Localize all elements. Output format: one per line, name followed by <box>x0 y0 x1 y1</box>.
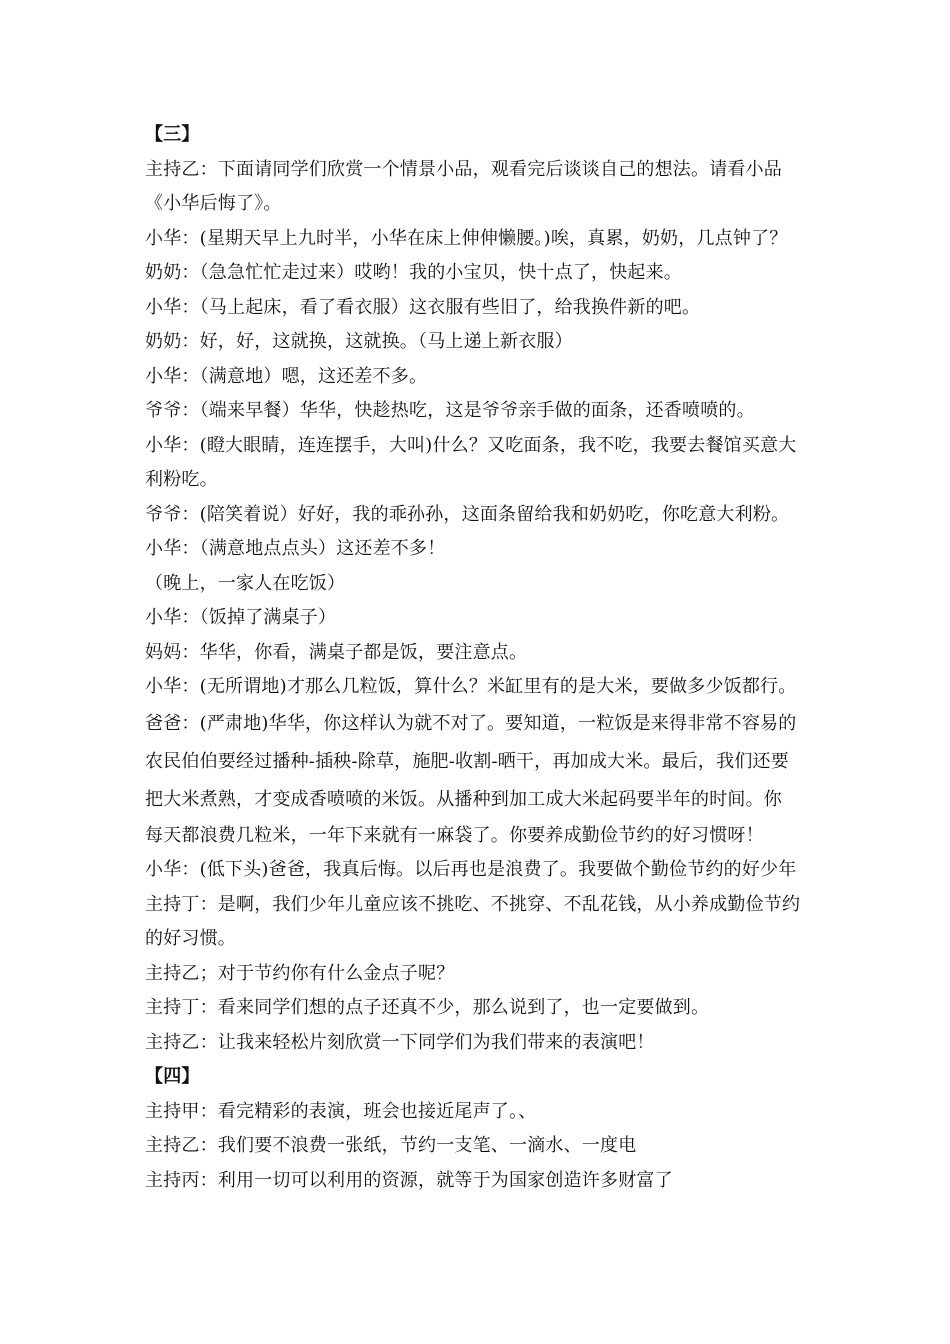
text-line: 小华：（满意地点点头）这还差不多！ <box>145 538 446 559</box>
text-line: 小华：（满意地）嗯，这还差不多。 <box>145 365 428 387</box>
section-heading-three: 【三】 <box>145 124 200 145</box>
document-body <box>145 118 815 1198</box>
text-line: 《小华后悔了》。 <box>145 193 282 214</box>
text-line: 小华：（饭掉了满桌子） <box>145 607 337 628</box>
text-line: 主持乙：下面请同学们欣赏一个情景小品，观看完后谈谈自己的想法。请看小品 <box>145 158 782 180</box>
text-line: 小华：(低下头)爸爸，我真后悔。以后再也是浪费了。我要做个勤俭节约的好少年 <box>145 859 797 880</box>
text-line: 小华：(瞪大眼睛，连连摆手，大叫)什么？又吃面条，我不吃，我要去餐馆买意大 <box>145 434 797 456</box>
text-line: 每天都浪费几粒米，一年下来就有一麻袋了。你要养成勤俭节约的好习惯呀！ <box>145 824 764 846</box>
text-line: 主持乙；对于节约你有什么金点子呢？ <box>145 962 455 984</box>
text-line: 的好习惯。 <box>145 928 236 949</box>
text-line: 小华：(无所谓地)才那么几粒饭，算什么？米缸里有的是大米，要做多少饭都行。 <box>145 676 797 697</box>
text-line: 把大米煮熟，才变成香喷喷的米饭。从播种到加工成大米起码要半年的时间。你 <box>145 788 782 810</box>
text-line: 主持乙：让我来轻松片刻欣赏一下同学们为我们带来的表演吧！ <box>145 1031 655 1053</box>
text-line: 主持丁：是啊，我们少年儿童应该不挑吃、不挑穿、不乱花钱，从小养成勤俭节约 <box>145 893 801 915</box>
text-line: 主持丙：利用一切可以利用的资源，就等于为国家创造许多财富了 <box>145 1169 673 1191</box>
text-line: 奶奶：好，好，这就换，这就换。（马上递上新衣服） <box>145 331 573 352</box>
text-line: 主持甲：看完精彩的表演，班会也接近尾声了。、 <box>145 1100 537 1122</box>
text-line: （晚上，一家人在吃饭） <box>145 572 346 594</box>
text-line: 小华：(星期天早上九时半，小华在床上伸伸懒腰。)唉，真累，奶奶，几点钟了？ <box>145 227 788 249</box>
text-line: 爷爷：(陪笑着说）好好，我的乖孙孙，这面条留给我和奶奶吃，你吃意大利粉。 <box>145 503 790 525</box>
section-heading-four: 【四】 <box>145 1066 200 1087</box>
text-line: 农民伯伯要经过播种-插秧-除草，施肥-收割-晒干，再加成大米。最后，我们还要 <box>145 750 789 772</box>
text-line: 小华：（马上起床，看了看衣服）这衣服有些旧了，给我换件新的吧。 <box>145 296 701 318</box>
text-line: 爸爸：(严肃地)华华，你这样认为就不对了。要知道，一粒饭是来得非常不容易的 <box>145 712 797 734</box>
text-line: 主持乙：我们要不浪费一张纸，节约一支笔、一滴水、一度电 <box>145 1135 637 1156</box>
text-line: 妈妈：华华，你看，满桌子都是饭，要注意点。 <box>145 641 528 663</box>
text-line: 主持丁：看来同学们想的点子还真不少，那么说到了，也一定要做到。 <box>145 997 710 1018</box>
text-line: 爷爷：（端来早餐）华华，快趁热吃，这是爷爷亲手做的面条，还香喷喷的。 <box>145 400 755 421</box>
text-line: 利粉吃。 <box>145 469 218 490</box>
text-line: 奶奶：（急急忙忙走过来）哎哟！我的小宝贝，快十点了，快起来。 <box>145 262 682 283</box>
